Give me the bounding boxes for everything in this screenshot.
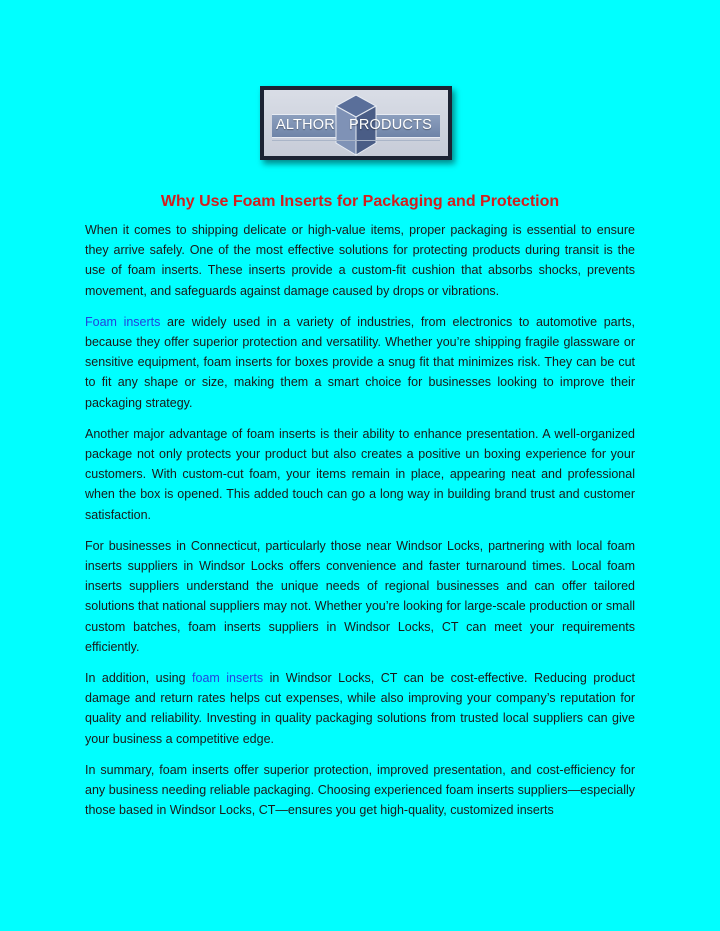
paragraph-5-text-start: In addition, using [85, 671, 193, 686]
foam-inserts-link-2[interactable]: foam inserts [192, 671, 264, 686]
paragraph-5 [85, 668, 635, 749]
logo-text-althor: ALTHOR [276, 117, 335, 133]
paragraph-3: Another major advantage of foam inserts is their ability to enhance presentation. A well-organized package not only protects your product but also creates a positive un boxing experience for your customers. With custom-cut foam, your items remain in place, appearing neat and professional when the box is opened. This added touch can go a long way in building brand trust and customer satisfaction. [85, 426, 635, 522]
logo-panel [264, 90, 448, 156]
paragraph-2-text: are widely used in a variety of industries, from electronics to automotive parts, because they offer superior protection and versatility. Whether you’re shipping fragile glassware or sensitive equipment, foam inserts for boxes provide a snug fit that minimizes risk. They can be cut to fit any shape or size, making them a smart choice for businesses looking to improve their packaging strategy. [85, 314, 635, 410]
foam-inserts-link[interactable]: Foam inserts [85, 314, 161, 329]
paragraph-1: When it comes to shipping delicate or high-value items, proper packaging is essential to ensure they arrive safely. One of the most effective solutions for protecting products during transit is the use of foam inserts. These inserts provide a custom-fit cushion that absorbs shocks, prevents movement, and safeguards against damage caused by drops or vibrations. [85, 223, 635, 298]
article-body [85, 220, 635, 831]
page-title: Why Use Foam Inserts for Packaging and Protection [160, 192, 560, 210]
paragraph-2 [85, 312, 635, 413]
company-logo [260, 86, 452, 160]
logo-text-products: PRODUCTS [349, 117, 432, 133]
paragraph-4: For businesses in Connecticut, particularly those near Windsor Locks, partnering with local foam inserts suppliers in Windsor Locks offers convenience and faster turnaround times. Local foam inserts suppliers understand the unique needs of regional businesses and can offer tailored solutions that national suppliers may not. Whether you’re looking for large-scale production or small custom batches, foam inserts suppliers in Windsor Locks, CT can meet your requirements efficiently. [85, 538, 635, 654]
paragraph-5-text-end: in Windsor Locks, CT can be cost-effective. Reducing product damage and return rates helps cut expenses, while also improving your company’s reputation for quality and reliability. Investing in quality packaging solutions from trusted local suppliers can give your business a competitive edge. [85, 671, 635, 746]
paragraph-6: In summary, foam inserts offer superior protection, improved presentation, and cost-efficiency for any business needing reliable packaging. Choosing experienced foam inserts suppliers—especially those based in Windsor Locks, CT—ensures you get high-quality, customized inserts [85, 762, 635, 818]
logo-divider [272, 140, 440, 141]
